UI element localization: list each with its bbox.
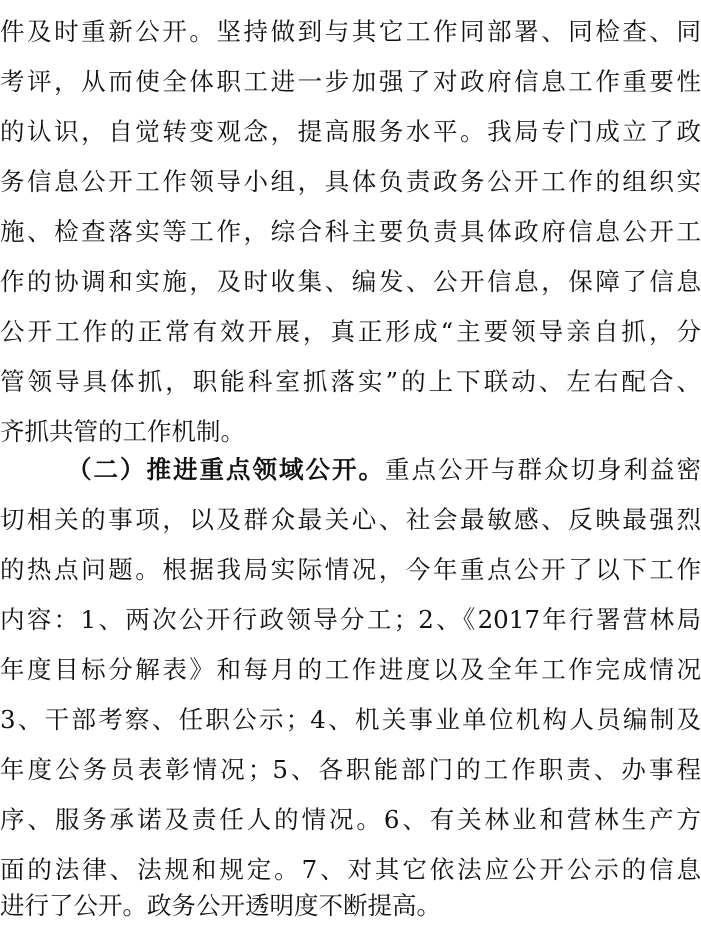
paragraph-2-line-8: 序、服务承诺及责任人的情况。6、有关林业和营林生产方 <box>0 805 701 834</box>
paragraph-2-line-3: 的热点问题。根据我局实际情况，今年重点公开了以下工作 <box>0 555 701 584</box>
paragraph-1-line-6: 作的协调和实施，及时收集、编发、公开信息，保障了信息 <box>0 267 701 296</box>
paragraph-1-line-1: 件及时重新公开。坚持做到与其它工作同部署、同检查、同 <box>0 17 701 46</box>
section-heading: （二）推进重点领域公开。 <box>67 455 385 484</box>
paragraph-2-line-5: 年度目标分解表》和每月的工作进度以及全年工作完成情况 <box>0 655 701 684</box>
paragraph-2-line-10: 进行了公开。政务公开透明度不断提高。 <box>0 891 441 920</box>
paragraph-1-line-4: 务信息公开工作领导小组，具体负责政务公开工作的组织实 <box>0 167 701 196</box>
paragraph-2-line-2: 切相关的事项，以及群众最关心、社会最敏感、反映最强烈 <box>0 505 701 534</box>
paragraph-1-line-9: 齐抓共管的工作机制。 <box>0 417 245 446</box>
paragraph-1-line-7: 公开工作的正常有效开展，真正形成“主要领导亲自抓，分 <box>0 317 701 346</box>
paragraph-2-line-9: 面的法律、法规和规定。7、对其它依法应公开公示的信息 <box>0 855 701 884</box>
paragraph-2-line-7: 年度公务员表彰情况；5、各职能部门的工作职责、办事程 <box>0 755 701 784</box>
paragraph-1-line-8: 管领导具体抓，职能科室抓落实”的上下联动、左右配合、 <box>0 367 701 396</box>
paragraph-1-line-5: 施、检查落实等工作，综合科主要负责具体政府信息公开工 <box>0 217 701 246</box>
paragraph-2-first-line <box>67 450 701 490</box>
paragraph-2-line-4: 内容：1、两次公开行政领导分工；2、《2017年行署营林局 <box>0 605 701 634</box>
paragraph-1-line-2: 考评，从而使全体职工进一步加强了对政府信息工作重要性 <box>0 67 701 96</box>
paragraph-1-line-3: 的认识，自觉转变观念，提高服务水平。我局专门成立了政 <box>0 117 701 146</box>
paragraph-2-line-1-text: 重点公开与群众切身利益密 <box>385 455 701 484</box>
paragraph-2-line-6: 3、干部考察、任职公示；4、机关事业单位机构人员编制及 <box>0 705 701 734</box>
